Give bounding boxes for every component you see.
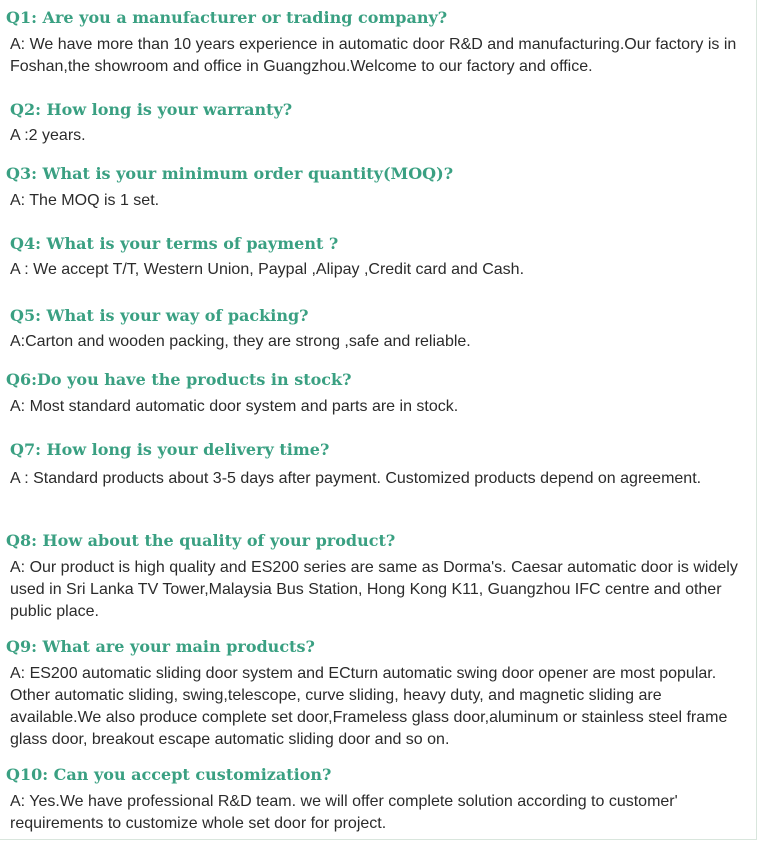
faq-question-9: Q9: What are your main products? [6,637,315,656]
faq-answer-9: A: ES200 automatic sliding door system and ECturn automatic swing door opener are most popular. Other automatic sliding, swing,telescope, curve sliding, heavy duty, and magnetic sliding are available.We also produce complete set door,Frameless glass door,aluminum or stainless steel frame glass door, breakout escape automatic sliding door and so on. [10,665,728,748]
faq-question-7: Q7: How long is your delivery time? [10,440,330,459]
faq-answer-10: A: Yes.We have professional R&D team. we will offer complete solution according to customer' requirements to customize whole set door for project. [10,793,678,832]
faq-question-2: Q2: How long is your warranty? [10,100,293,119]
faq-answer-3: A: The MOQ is 1 set. [10,192,160,209]
faq-question-5: Q5: What is your way of packing? [10,306,309,325]
faq-question-3: Q3: What is your minimum order quantity(MOQ)? [6,164,454,183]
faq-question-8: Q8: How about the quality of your product? [6,531,396,550]
faq-question-6: Q6:Do you have the products in stock? [6,370,352,389]
faq-answer-6: A: Most standard automatic door system and parts are in stock. [10,398,459,415]
faq-answer-5: A:Carton and wooden packing, they are strong ,safe and reliable. [10,333,471,350]
faq-question-4: Q4: What is your terms of payment ? [10,234,339,253]
faq-answer-8: A: Our product is high quality and ES200 series are same as Dorma's. Caesar automatic door is widely used in Sri Lanka TV Tower,Malaysia Bus Station, Hong Kong K11, Guangzhou IFC centre and other public place. [10,559,738,620]
faq-answer-1: A: We have more than 10 years experience in automatic door R&D and manufacturing.Our factory is in Foshan,the showroom and office in Guangzhou.Welcome to our factory and office. [10,36,737,75]
faq-answer-4: A : We accept T/T, Western Union, Paypal ,Alipay ,Credit card and Cash. [10,261,525,278]
faq-question-10: Q10: Can you accept customization? [6,765,332,784]
faq-answer-2: A :2 years. [10,127,86,144]
faq-question-1: Q1: Are you a manufacturer or trading company? [6,8,448,27]
faq-answer-7: A : Standard products about 3-5 days after payment. Customized products depend on agreement. [10,470,702,487]
